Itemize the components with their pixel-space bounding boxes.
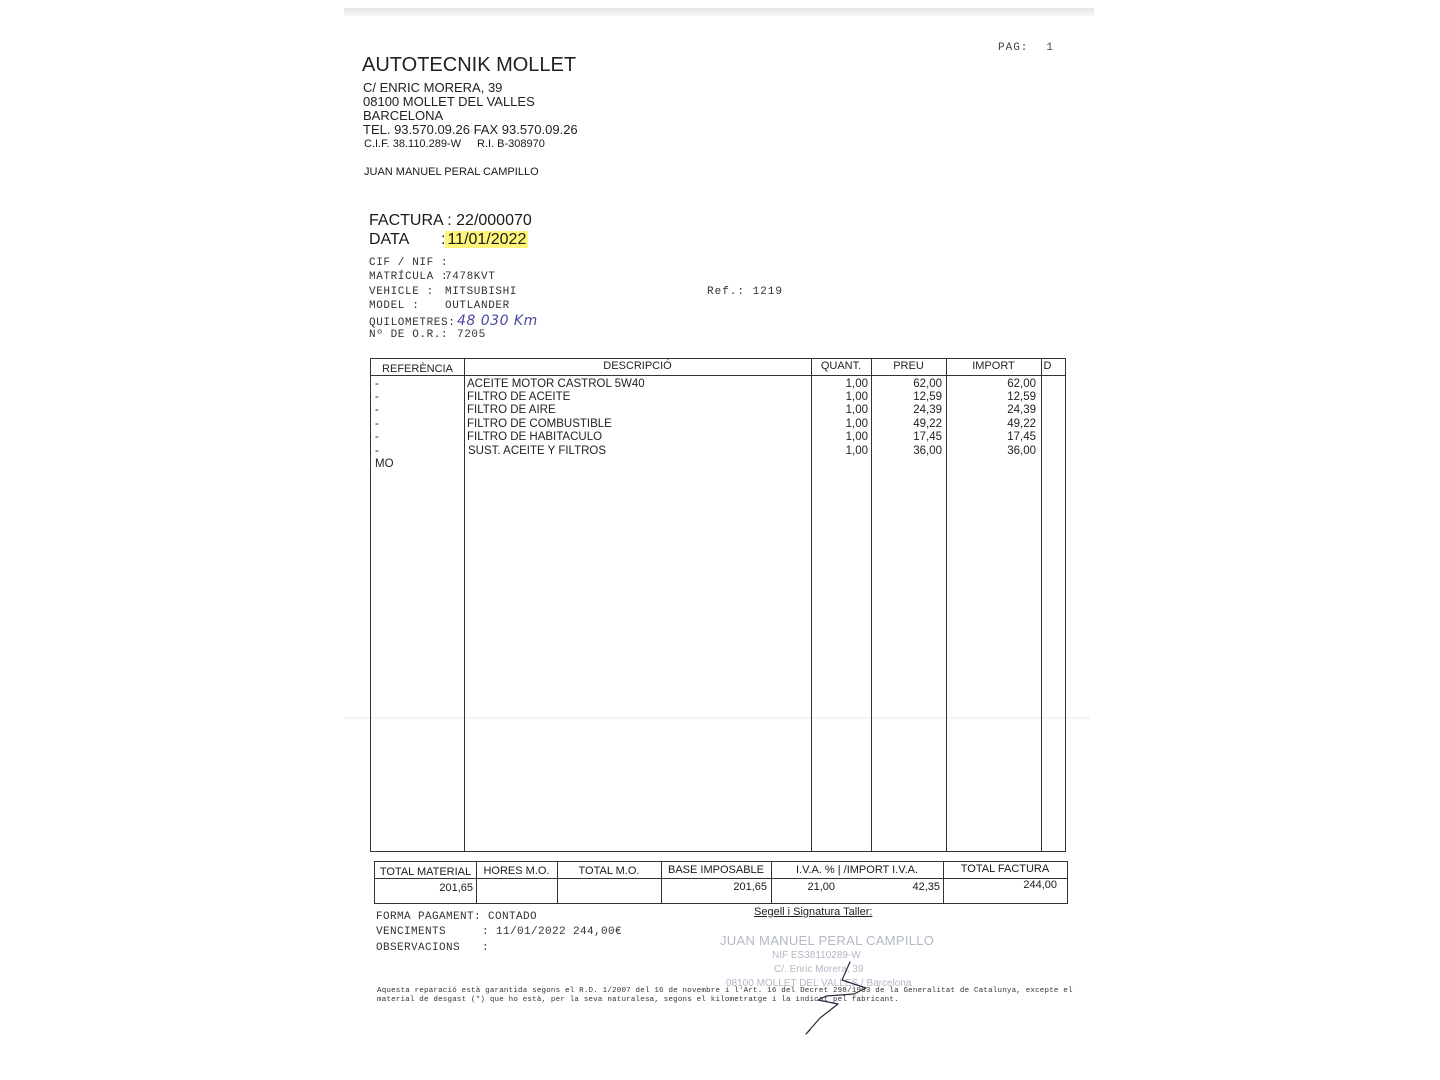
header-amount: IMPORT	[972, 360, 1015, 372]
vehicle-make: VEHICLE : MITSUBISHI	[369, 286, 518, 298]
invoice-number-value: : 22/000070	[447, 212, 532, 229]
legal-warranty-line2: material de desgast (*) que ho està, per la seva naturalesa, segons el kilometratge i la indicat pel fabricant.	[377, 996, 899, 1004]
table-row: - ACEITE MOTOR CASTROL 5W40 1,00 62,00 62,00	[375, 378, 1036, 390]
header-qty: QUANT.	[820, 360, 862, 372]
invoice-number	[369, 212, 532, 230]
invoice-date-label: DATA	[369, 231, 410, 248]
header-ref: REFERÈNCIA	[382, 363, 453, 375]
totals-vat-amount-value: 42,35	[912, 881, 940, 893]
items-table	[370, 358, 1066, 852]
table-row: - SUST. ACEITE Y FILTROS 1,00 36,00 36,00	[375, 445, 1036, 457]
totals-material-value: 201,65	[439, 882, 473, 894]
company-ri: R.I. B-308970	[477, 138, 545, 150]
company-address-line3: BARCELONA	[363, 108, 444, 123]
vehicle-ref: Ref.: 1219	[707, 286, 784, 298]
company-address-line2: 08100 MOLLET DEL VALLES	[363, 94, 535, 109]
company-address-line1: C/ ENRIC MORERA, 39	[363, 80, 503, 95]
workshop-stamp-city: 08100 MOLLET DEL VALLES / Barcelona	[726, 978, 912, 989]
invoice-date	[369, 231, 528, 249]
company-phones: TEL. 93.570.09.26 FAX 93.570.09.26	[363, 122, 578, 137]
table-row: - FILTRO DE COMBUSTIBLE 1,00 49,22 49,22	[375, 418, 1036, 430]
client-name: JUAN MANUEL PERAL CAMPILLO	[364, 166, 539, 178]
signature-title: Segell i Signatura Taller:	[754, 906, 873, 918]
scan-top-edge	[344, 8, 1094, 16]
km-handwritten: 48 030 Km	[457, 313, 538, 329]
table-row: - FILTRO DE ACEITE 1,00 12,59 12,59	[375, 391, 1036, 403]
totals-header-vat: I.V.A. % | /IMPORT I.V.A.	[795, 864, 919, 876]
invoice-date-colon: :	[441, 231, 446, 248]
totals-header-base: BASE IMPOSABLE	[668, 864, 764, 876]
totals-header-hours: HORES M.O.	[483, 865, 550, 877]
totals-header-material: TOTAL MATERIAL	[379, 866, 472, 878]
totals-vat-pct-value: 21,00	[807, 881, 835, 893]
company-name: AUTOTECNIK MOLLET	[362, 54, 577, 76]
vehicle-km: QUILOMETRES: 48 030 Km	[369, 313, 538, 329]
totals-invoice-total-value: 244,00	[1023, 879, 1057, 891]
totals-table	[374, 861, 1068, 904]
header-price: PREU	[893, 360, 924, 372]
payment-method: FORMA PAGAMENT: CONTADO	[376, 911, 538, 923]
invoice-number-label: FACTURA	[369, 212, 443, 229]
items-header-divider	[371, 375, 1065, 376]
company-cif: C.I.F. 38.110.289-W	[364, 138, 462, 150]
payment-notes: OBSERVACIONS :	[376, 942, 490, 954]
header-desc: DESCRIPCIÓ	[603, 360, 672, 372]
totals-base-value: 201,65	[733, 881, 767, 893]
vehicle-model: MODEL : OUTLANDER	[369, 300, 510, 312]
totals-header-total: TOTAL FACTURA	[960, 863, 1050, 875]
company-ids	[364, 138, 545, 150]
table-row: MO	[375, 458, 394, 470]
header-d: D	[1043, 360, 1052, 372]
totals-header-labor: TOTAL M.O.	[578, 865, 640, 877]
vehicle-or-number: Nº DE O.R.: 7205	[369, 329, 486, 341]
invoice-date-value: 11/01/2022	[447, 231, 527, 248]
workshop-stamp-nif: NIF ES38110289-W	[772, 950, 861, 961]
payment-due: VENCIMENTS : 11/01/2022 244,00€	[376, 926, 623, 938]
page-number: PAG: 1	[998, 42, 1055, 54]
table-row: - FILTRO DE HABITACULO 1,00 17,45 17,45	[375, 431, 1036, 443]
workshop-stamp-street: C/. Enric Morera, 39	[774, 964, 864, 975]
vehicle-cif: CIF / NIF :	[369, 257, 449, 269]
legal-warranty-line1: Aquesta reparació està garantida segons el R.D. 1/2007 del 16 de novembre i l'Art. 16 del Decret 298/1993 de la Generalitat de Catalunya, excepte el	[377, 987, 1073, 995]
table-row: - FILTRO DE AIRE 1,00 24,39 24,39	[375, 404, 1036, 416]
vehicle-plate: MATRÍCULA :7478KVT	[369, 271, 496, 283]
workshop-stamp-name: JUAN MANUEL PERAL CAMPILLO	[720, 933, 935, 948]
